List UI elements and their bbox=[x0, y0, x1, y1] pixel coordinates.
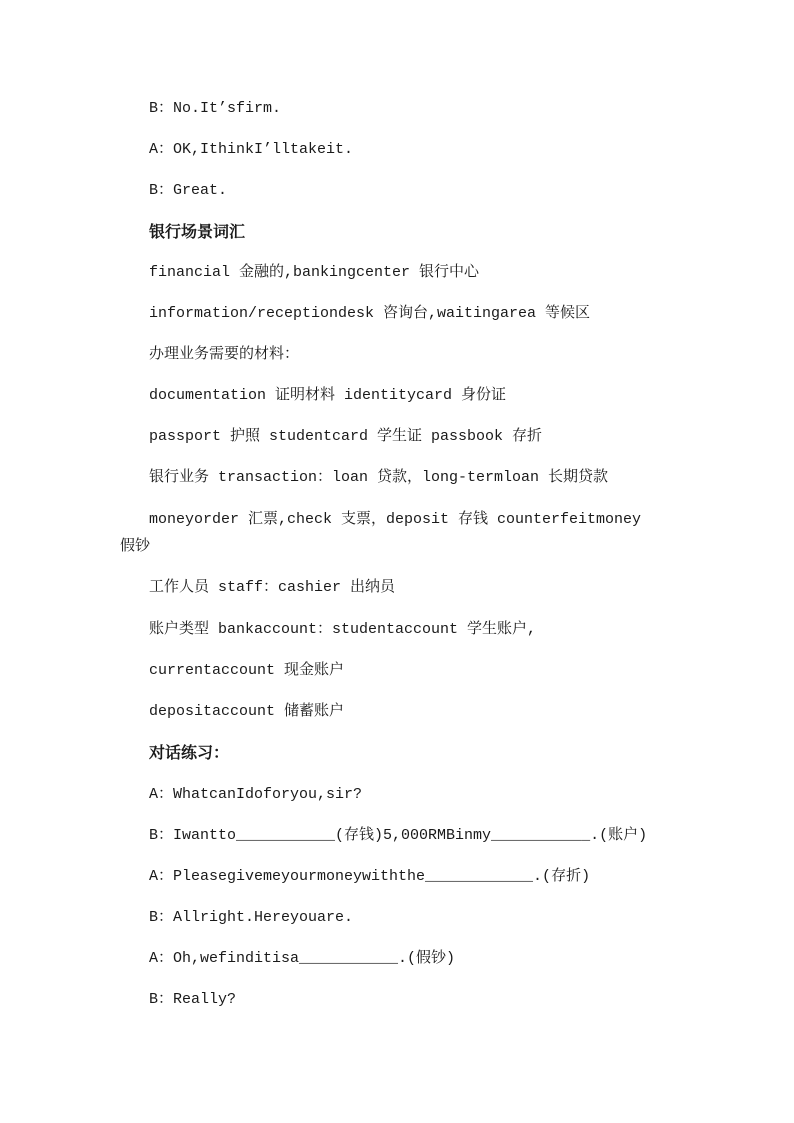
vocab-line: depositaccount 储蓄账户 bbox=[149, 703, 345, 720]
vocab-line: currentaccount 现金账户 bbox=[149, 662, 345, 679]
vocab-line: financial 金融的,bankingcenter 银行中心 bbox=[149, 264, 480, 281]
practice-line: A：Oh,wefinditisa___________.(假钞) bbox=[149, 950, 456, 967]
dialogue-line: B：No.It’sfirm. bbox=[149, 100, 282, 117]
vocab-line: 办理业务需要的材料： bbox=[149, 346, 300, 363]
dialogue-line: A：OK,IthinkI’lltakeit. bbox=[149, 141, 354, 158]
section-heading-vocab: 银行场景词汇 bbox=[149, 222, 246, 241]
vocab-line-wrap: 假钞 bbox=[120, 538, 151, 555]
practice-line: A：WhatcanIdoforyou,sir? bbox=[149, 786, 363, 803]
vocab-line: 银行业务 transaction：loan 贷款，long-termloan 长期贷款 bbox=[149, 469, 609, 486]
section-heading-practice: 对话练习： bbox=[149, 743, 230, 762]
practice-line: A：Pleasegivemeyourmoneywiththe____________.(存折) bbox=[149, 868, 591, 885]
vocab-line: passport 护照 studentcard 学生证 passbook 存折 bbox=[149, 428, 543, 445]
vocab-line: information/receptiondesk 咨询台,waitingarea 等候区 bbox=[149, 305, 591, 322]
vocab-line: moneyorder 汇票,check 支票，deposit 存钱 counterfeitmoney bbox=[149, 511, 642, 528]
practice-line: B：Iwantto___________(存钱)5,000RMBinmy___________.(账户) bbox=[149, 827, 648, 844]
vocab-line: 账户类型 bankaccount：studentaccount 学生账户, bbox=[149, 621, 537, 638]
practice-line: B：Allright.Hereyouare. bbox=[149, 909, 354, 926]
dialogue-line: B：Great. bbox=[149, 182, 228, 199]
practice-line: B：Really? bbox=[149, 991, 237, 1008]
vocab-line: 工作人员 staff：cashier 出纳员 bbox=[149, 579, 396, 596]
vocab-line: documentation 证明材料 identitycard 身份证 bbox=[149, 387, 507, 404]
